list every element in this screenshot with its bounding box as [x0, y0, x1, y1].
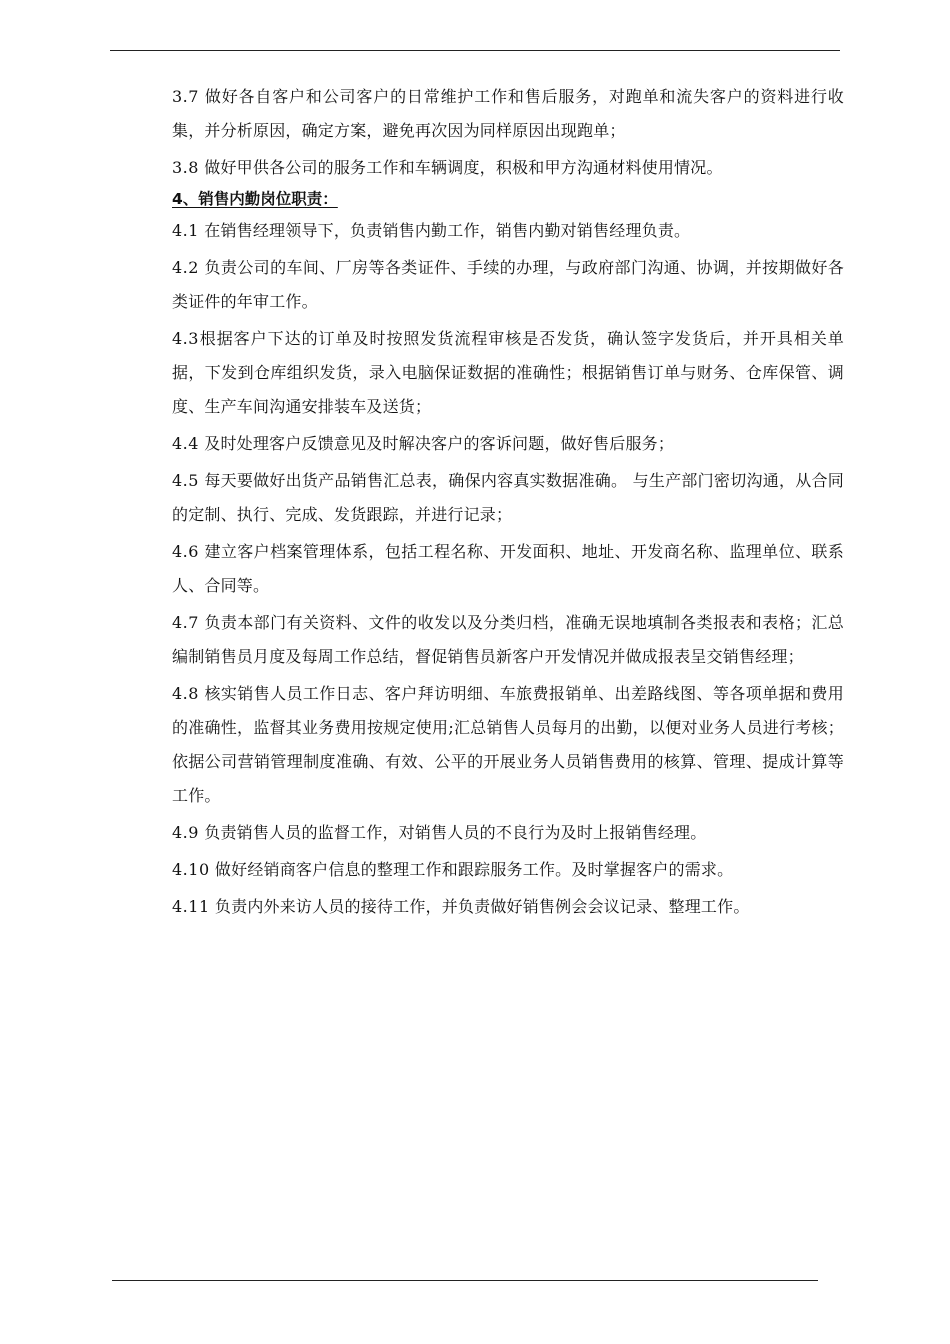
list-item [172, 151, 844, 185]
list-item [172, 464, 844, 532]
item-text: 建立客户档案管理体系，包括工程名称、开发面积、地址、开发商名称、监理单位、联系人、合同等。 [172, 542, 844, 595]
item-number: 4.6 [172, 542, 199, 561]
list-item [172, 322, 844, 424]
item-text: 做好经销商客户信息的整理工作和跟踪服务工作。及时掌握客户的需求。 [214, 860, 734, 879]
section-heading [172, 188, 844, 210]
item-number: 4.11 [172, 897, 210, 916]
list-item [172, 890, 844, 924]
item-number: 4.9 [172, 823, 199, 842]
item-text: 负责公司的车间、厂房等各类证件、手续的办理，与政府部门沟通、协调，并按期做好各类证件的年审工作。 [172, 258, 844, 311]
list-item [172, 816, 844, 850]
list-item [172, 80, 844, 148]
item-number: 3.8 [172, 158, 199, 177]
list-item [172, 535, 844, 603]
section-title: 4、销售内勤岗位职责： [172, 190, 338, 208]
list-item [172, 427, 844, 461]
item-text: 及时处理客户反馈意见及时解决客户的客诉问题，做好售后服务； [204, 434, 675, 453]
item-text: 在销售经理领导下，负责销售内勤工作，销售内勤对销售经理负责。 [204, 221, 691, 240]
item-text: 根据客户下达的订单及时按照发货流程审核是否发货，确认签字发货后，并开具相关单据，下发到仓库组织发货，录入电脑保证数据的准确性；根据销售订单与财务、仓库保管、调度、生产车间沟通安排装车及送货； [172, 329, 844, 416]
list-item [172, 606, 844, 674]
list-item [172, 853, 844, 887]
item-text: 做好各自客户和公司客户的日常维护工作和售后服务，对跑单和流失客户的资料进行收集，并分析原因，确定方案，避免再次因为同样原因出现跑单； [172, 87, 844, 140]
document-body [172, 80, 844, 927]
list-item [172, 214, 844, 248]
item-number: 4.5 [172, 471, 199, 490]
item-number: 4.7 [172, 613, 199, 632]
item-text: 负责本部门有关资料、文件的收发以及分类归档，准确无误地填制各类报表和表格；汇总编制销售员月度及每周工作总结，督促销售员新客户开发情况并做成报表呈交销售经理； [172, 613, 844, 666]
item-text: 核实销售人员工作日志、客户拜访明细、车旅费报销单、出差路线图、等各项单据和费用的准确性，监督其业务费用按规定使用;汇总销售人员每月的出勤，以便对业务人员进行考核；依据公司营销管理制度准确、有效、公平的开展业务人员销售费用的核算、管理、提成计算等工作。 [172, 684, 844, 805]
list-item [172, 677, 844, 813]
item-text: 负责内外来访人员的接待工作，并负责做好销售例会会议记录、整理工作。 [214, 897, 750, 916]
item-text: 负责销售人员的监督工作，对销售人员的不良行为及时上报销售经理。 [204, 823, 707, 842]
item-number: 4.3 [172, 329, 199, 348]
item-text: 每天要做好出货产品销售汇总表，确保内容真实数据准确。 与生产部门密切沟通，从合同的定制、执行、完成、发货跟踪，并进行记录； [172, 471, 844, 524]
item-number: 4.8 [172, 684, 199, 703]
item-number: 4.1 [172, 221, 199, 240]
footer-rule [112, 1280, 818, 1281]
item-number: 4.2 [172, 258, 199, 277]
item-number: 4.4 [172, 434, 199, 453]
item-number: 4.10 [172, 860, 210, 879]
list-item [172, 251, 844, 319]
item-number: 3.7 [172, 87, 199, 106]
item-text: 做好甲供各公司的服务工作和车辆调度，积极和甲方沟通材料使用情况。 [204, 158, 723, 177]
header-rule [110, 50, 840, 51]
